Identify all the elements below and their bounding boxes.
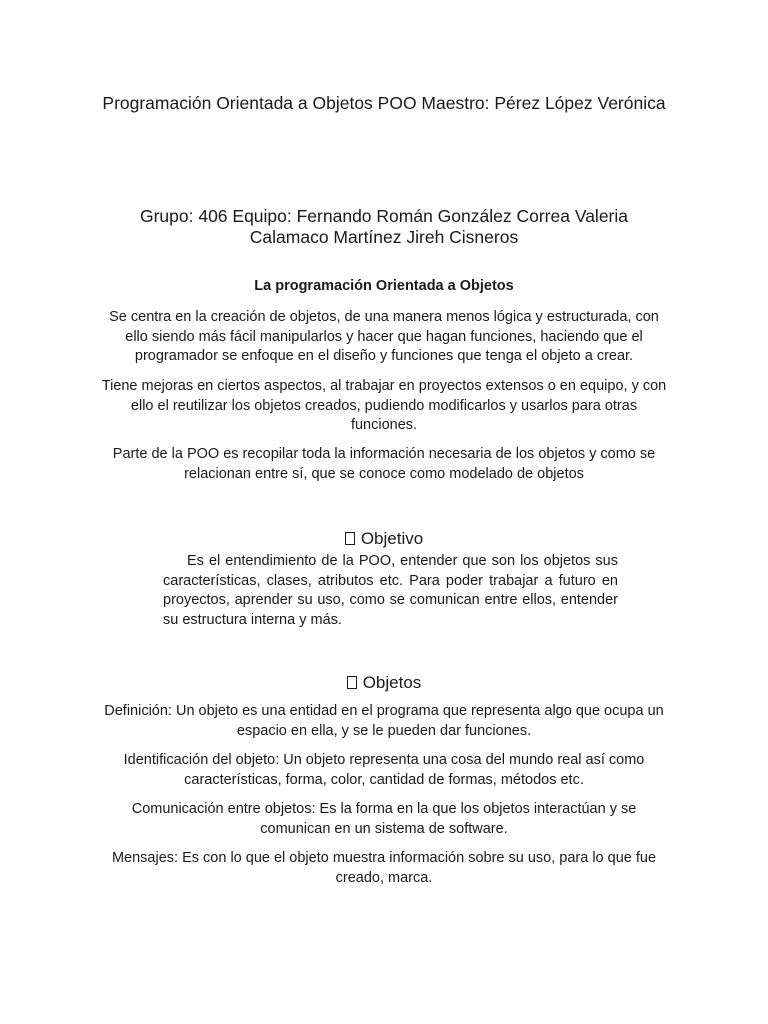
objetos-heading-text: Objetos bbox=[362, 673, 422, 692]
bullet-box-icon bbox=[347, 676, 357, 689]
objetivo-heading-text: Objetivo bbox=[360, 529, 424, 548]
document-title: Programación Orientada a Objetos POO Maestro: Pérez López Verónica bbox=[102, 93, 666, 113]
group-info: Grupo: 406 Equipo: Fernando Román González Correa Valeria Calamaco Martínez Jireh Cisneros bbox=[139, 206, 628, 247]
objetivo-paragraph: Es el entendimiento de la POO, entender que son los objetos sus características, clases, atributos etc. Para poder trabajar a futuro en proyectos, aprender su uso, como se comunican entre ellos, entender su estructura interna y más. bbox=[163, 553, 618, 628]
bullet-box-icon bbox=[345, 532, 355, 545]
mensajes-paragraph: Mensajes: Es con lo que el objeto muestra información sobre su uso, para lo que fue creado, marca. bbox=[111, 850, 657, 886]
objetivo-heading bbox=[100, 529, 668, 549]
objetos-heading bbox=[100, 673, 668, 693]
identificacion-paragraph: Identificación del objeto: Un objeto representa una cosa del mundo real así como características, forma, color, cantidad de formas, métodos etc. bbox=[123, 752, 645, 788]
intro-paragraph-2: Tiene mejoras en ciertos aspectos, al trabajar en proyectos extensos o en equipo, y con ello el reutilizar los objetos creados, pudiendo modificarlos y usarlos para otras funciones. bbox=[101, 378, 667, 433]
definicion-paragraph: Definición: Un objeto es una entidad en el programa que representa algo que ocupa un espacio en ella, y se le pueden dar funciones. bbox=[104, 703, 664, 739]
intro-paragraph-3: Parte de la POO es recopilar toda la información necesaria de los objetos y como se relacionan entre sí, que se conoce como modelado de objetos bbox=[112, 446, 656, 482]
intro-heading: La programación Orientada a Objetos bbox=[254, 278, 514, 294]
intro-paragraph-1: Se centra en la creación de objetos, de una manera menos lógica y estructurada, con ello siendo más fácil manipularlos y hacer que hagan funciones, haciendo que el programador se enfoque en el diseño y funciones que tenga el objeto a crear. bbox=[109, 309, 659, 364]
comunicacion-paragraph: Comunicación entre objetos: Es la forma en la que los objetos interactúan y se comunican en un sistema de software. bbox=[131, 801, 637, 837]
